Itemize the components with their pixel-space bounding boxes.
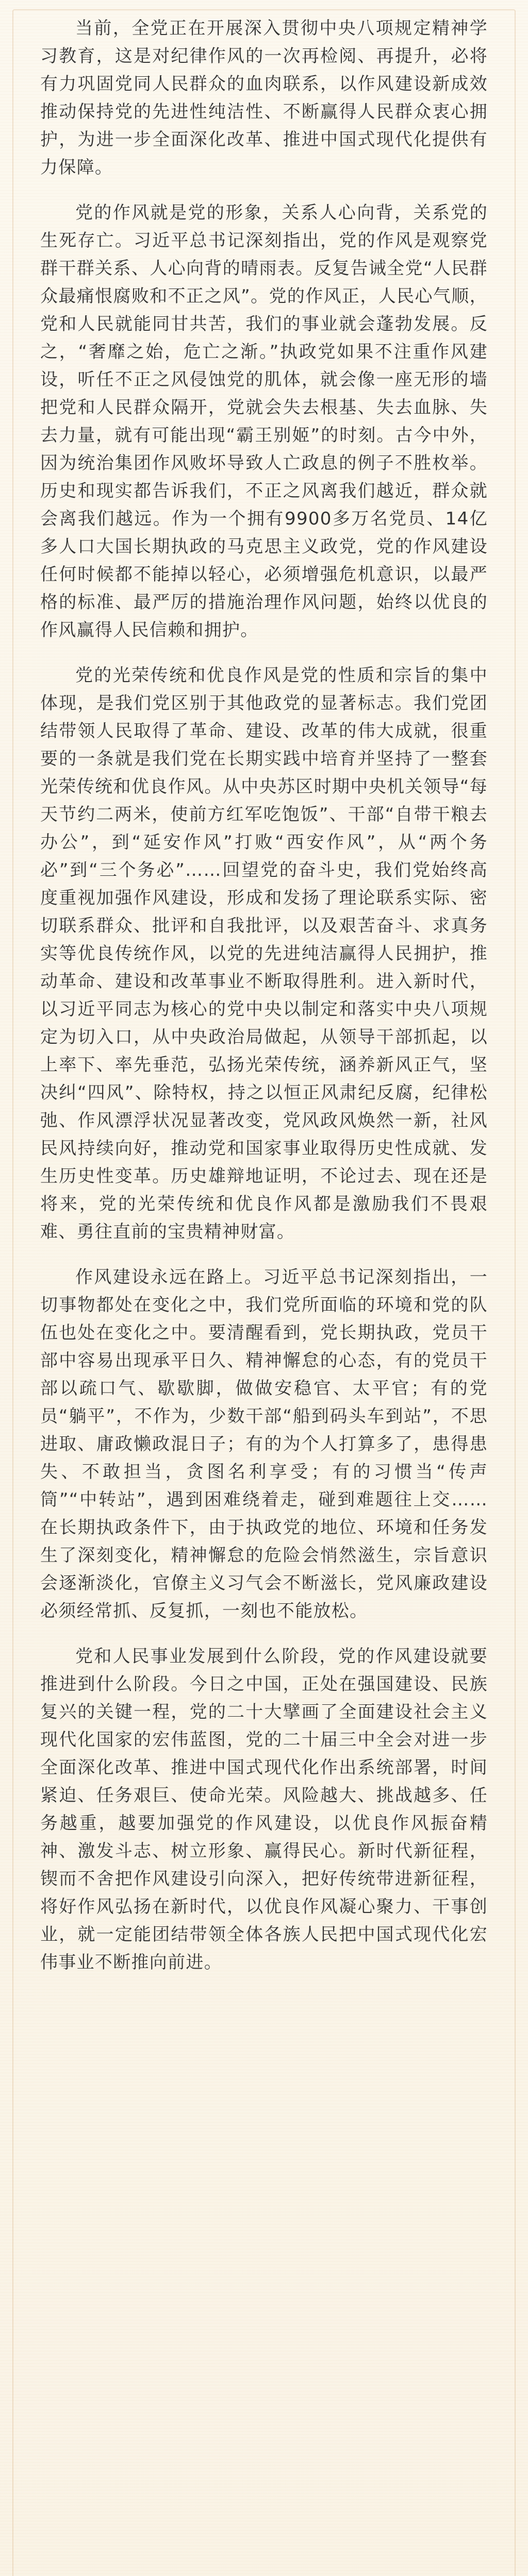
article-paragraph-1: 当前，全党正在开展深入贯彻中央八项规定精神学习教育，这是对纪律作风的一次再检阅、再提升，必将有力巩固党同人民群众的血肉联系，以作风建设新成效推动保持党的先进性纯洁性、不断赢得人民群众衷心拥护，为进一步全面深化改革、推进中国式现代化提供有力保障。 [40,18,488,178]
article-body [40,14,488,1994]
article-paragraph-3: 党的光荣传统和优良作风是党的性质和宗旨的集中体现，是我们党区别于其他政党的显著标志。我们党团结带领人民取得了革命、建设、改革的伟大成就，很重要的一条就是我们党在长期实践中培育并坚持了一整套光荣传统和优良作风。从中央苏区时期中央机关领导“每天节约二两米，使前方红军吃饱饭”、干部“自带干粮去办公”，到“延安作风”打败“西安作风”，从“两个务必”到“三个务必”……回望党的奋斗史，我们党始终高度重视加强作风建设，形成和发扬了理论联系实际、密切联系群众、批评和自我批评，以及艰苦奋斗、求真务实等优良传统作风，以党的先进纯洁赢得人民拥护，推动革命、建设和改革事业不断取得胜利。进入新时代，以习近平同志为核心的党中央以制定和落实中央八项规定为切入口，从中央政治局做起，从领导干部抓起，以上率下、率先垂范，弘扬光荣传统，涵养新风正气，坚决纠“四风”、除特权，持之以恒正风肃纪反腐，纪律松弛、作风漂浮状况显著改变，党风政风焕然一新，社风民风持续向好，推动党和国家事业取得历史性成就、发生历史性变革。历史雄辩地证明，不论过去、现在还是将来，党的光荣传统和优良作风都是激励我们不畏艰难、勇往直前的宝贵精神财富。 [40,665,488,1242]
article-paragraph-2: 党的作风就是党的形象，关系人心向背，关系党的生死存亡。习近平总书记深刻指出，党的作风是观察党群干群关系、人心向背的晴雨表。反复告诫全党“人民群众最痛恨腐败和不正之风”。党的作风正，人民心气顺，党和人民就能同甘共苦，我们的事业就会蓬勃发展。反之，“奢靡之始，危亡之渐。”执政党如果不注重作风建设，听任不正之风侵蚀党的肌体，就会像一座无形的墙把党和人民群众隔开，党就会失去根基、失去血脉、失去力量，就有可能出现“霸王别姬”的时刻。古今中外，因为统治集团作风败坏导致人亡政息的例子不胜枚举。历史和现实都告诉我们，不正之风离我们越近，群众就会离我们越远。作为一个拥有9900多万名党员、14亿多人口大国长期执政的马克思主义政党，党的作风建设任何时候都不能掉以轻心，必须增强危机意识，以最严格的标准、最严厉的措施治理作风问题，始终以优良的作风赢得人民信赖和拥护。 [40,202,488,640]
article-paragraph-4: 作风建设永远在路上。习近平总书记深刻指出，一切事物都处在变化之中，我们党所面临的环境和党的队伍也处在变化之中。要清醒看到，党长期执政，党员干部中容易出现承平日久、精神懈怠的心态，有的党员干部以疏口气、歇歇脚，做做安稳官、太平官；有的党员“躺平”，不作为，少数干部“船到码头车到站”，不思进取、庸政懒政混日子；有的为个人打算多了，患得患失、不敢担当，贪图名利享受；有的习惯当“传声筒”“中转站”，遇到困难绕着走，碰到难题往上交……在长期执政条件下，由于执政党的地位、环境和任务发生了深刻变化，精神懈怠的危险会悄然滋生，宗旨意识会逐渐淡化，官僚主义习气会不断滋长，党风廉政建设必须经常抓、反复抓，一刻也不能放松。 [40,1267,488,1621]
article-paragraph-5: 党和人民事业发展到什么阶段，党的作风建设就要推进到什么阶段。今日之中国，正处在强国建设、民族复兴的关键一程，党的二十大擘画了全面建设社会主义现代化国家的宏伟蓝图，党的二十届三中全会对进一步全面深化改革、推进中国式现代化作出系统部署，时间紧迫、任务艰巨、使命光荣。风险越大、挑战越多、任务越重，越要加强党的作风建设，以优良作风振奋精神、激发斗志、树立形象、赢得民心。新时代新征程，锲而不舍把作风建设引向深入，把好传统带进新征程，将好作风弘扬在新时代，以优良作风凝心聚力、干事创业，就一定能团结带领全体各族人民把中国式现代化宏伟事业不断推向前进。 [40,1646,488,1973]
